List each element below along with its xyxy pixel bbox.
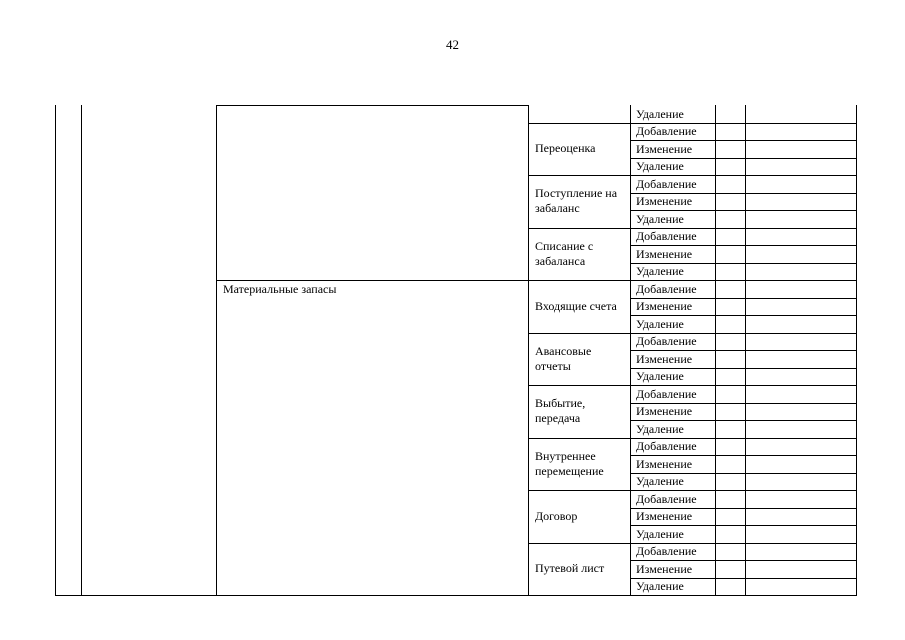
group-label: Внутреннее перемещение (535, 448, 604, 478)
group-label: Входящие счета (535, 298, 617, 313)
action-cell: Изменение (636, 351, 693, 366)
group-label: Путевой лист (535, 561, 605, 576)
group-label: Договор (535, 508, 578, 523)
action-cell: Добавление (636, 229, 697, 243)
action-cell: Изменение (636, 404, 693, 418)
action-cell: Добавление (636, 124, 697, 138)
column-border (216, 105, 217, 595)
action-cell: Добавление (636, 281, 697, 296)
group-label: Переоценка (535, 141, 596, 156)
row-border (216, 280, 528, 281)
action-cell: Добавление (636, 544, 697, 558)
action-cell: Удаление (636, 211, 684, 226)
group-label: Выбытие, передача (535, 396, 586, 426)
column-border (856, 105, 857, 595)
action-cell: Изменение (636, 246, 693, 261)
column-border (55, 105, 56, 595)
action-cell: Удаление (636, 474, 684, 488)
action-cell: Удаление (636, 316, 684, 331)
action-cell: Добавление (636, 491, 697, 506)
action-cell: Удаление (636, 579, 684, 593)
action-cell: Удаление (636, 106, 684, 121)
action-cell: Удаление (636, 264, 684, 278)
group-label: Поступление на забаланс (535, 186, 618, 216)
action-cell: Добавление (636, 439, 697, 453)
page-number: 42 (446, 37, 459, 52)
row-border (55, 595, 857, 596)
action-cell: Изменение (636, 194, 693, 208)
group-label: Авансовые отчеты (535, 343, 592, 373)
section-label-material: Материальные запасы (223, 282, 337, 296)
action-cell: Удаление (636, 369, 684, 383)
action-cell: Изменение (636, 509, 693, 523)
row-border (216, 105, 528, 106)
group-label: Списание с забаланса (535, 238, 594, 268)
action-cell: Добавление (636, 176, 697, 191)
action-cell: Изменение (636, 299, 693, 313)
action-cell: Удаление (636, 159, 684, 173)
action-cell: Удаление (636, 526, 684, 541)
action-cell: Добавление (636, 386, 697, 401)
action-cell: Изменение (636, 141, 693, 156)
action-cell: Добавление (636, 334, 697, 348)
action-cell: Изменение (636, 561, 693, 576)
action-cell: Изменение (636, 456, 693, 471)
action-cell: Удаление (636, 421, 684, 436)
column-border (528, 105, 529, 595)
column-border (81, 105, 82, 595)
